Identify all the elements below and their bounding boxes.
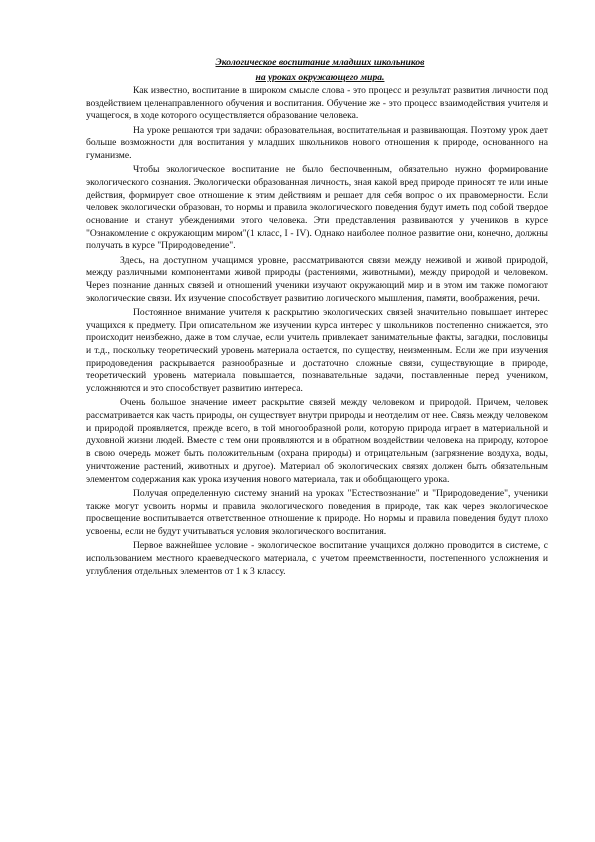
paragraph-2: На уроке решаются три задачи: образовательная, воспитательная и развивающая. Поэтому урок дает больше возможности для воспитания у младших школьников нового отношения к природе, основанного на гуманизме. (86, 124, 548, 162)
paragraph-5: Постоянное внимание учителя к раскрытию экологических связей значительно повышает интерес учащихся к предмету. При описательном же изучении курса интерес у школьников постепенно снижается, это происходит неизбежно, даже в том случае, если учитель привлекает занимательные факты, загадки, пословицы и т.д., поскольку теоретический уровень материала остается, по существу, неизменным. Если же при изучения природоведения раскрывается разнообразные и достаточно сложные связи, существующие в природе, теоретический уровень материала повышается, познавательные задачи, поставленные перед учеником, усложняются и это способствует развитию интереса. (86, 306, 548, 395)
paragraph-1: Как известно, воспитание в широком смысле слова - это процесс и результат развития личности под воздействием целенаправленного обучения и воспитания. Обучение же - это процесс взаимодействия учителя и учащегося, в ходе которого осуществляется образование человека. (86, 85, 548, 122)
document-body (86, 85, 548, 580)
paragraph-8: Первое важнейшее условие - экологическое воспитание учащихся должно проводится в системе, с использованием местного краеведческого материала, с учетом преемственности, постепенного усложнения и углубления отдельных элементов от 1 к 3 классу. (86, 540, 548, 577)
title-line-1: Экологическое воспитание младших школьников (215, 57, 425, 68)
paragraph-4: Здесь, на доступном учащимся уровне, рассматриваются связи между неживой и живой природой, между различными компонентами живой природы (растениями, животными), между природой и человеком. Через познание данных связей и отношений ученики изучают окружающий мир и в этом им также помогают экологические связи. Их изучение способствует развитию логического мышления, памяти, воображения, речи. (86, 254, 548, 304)
paragraph-7: Получая определенную систему знаний на уроках "Естествознание" и "Природоведение", ученики также могут усвоить нормы и правила экологического поведения в природе, так как через экологическое просвещение воспитывается ответственное отношение к природе. Но нормы и правила поведения будут плохо усвоены, если не будут учитываться условия экологического воспитания. (86, 487, 548, 537)
title-line-2: на уроках окружающего мира. (255, 72, 385, 83)
paragraph-6: Очень большое значение имеет раскрытие связей между человеком и природой. Причем, человек рассматривается как часть природы, он существует внутри природы и неотделим от нее. Связь между человеком и природой проявляется, прежде всего, в той многообразной роли, которую природа играет в материальной и духовной жизни людей. Вместе с тем они проявляются и в обратном воздействии человека на природу, которое в свою очередь может быть положительным (охрана природы) и отрицательным (загрязнение воздуха, воды, уничтожение растений, животных и другое). Материал об экологических связях должен быть обязательным элементом содержания как урока изучения нового материала, так и обобщающего урока. (86, 397, 548, 485)
paragraph-3: Чтобы экологическое воспитание не было беспочвенным, обязательно нужно формирование экологического сознания. Экологически образованная личность, зная какой вред природе приносят те или иные действия, формирует свое отношение к этим действиям и решает для себя вопрос о их правомерности. Если человек экологически образован, то нормы и правила экологического поведения будут иметь под собой твердое основание и станут убеждениями этого человека. Эти представления развиваются у учеников в курсе "Ознакомление с окружающим миром"(1 класс, I - IV). Однако наиболее полное развитие они, конечно, должны получать в курсе "Природоведение". (86, 164, 548, 252)
document-title (110, 55, 530, 85)
